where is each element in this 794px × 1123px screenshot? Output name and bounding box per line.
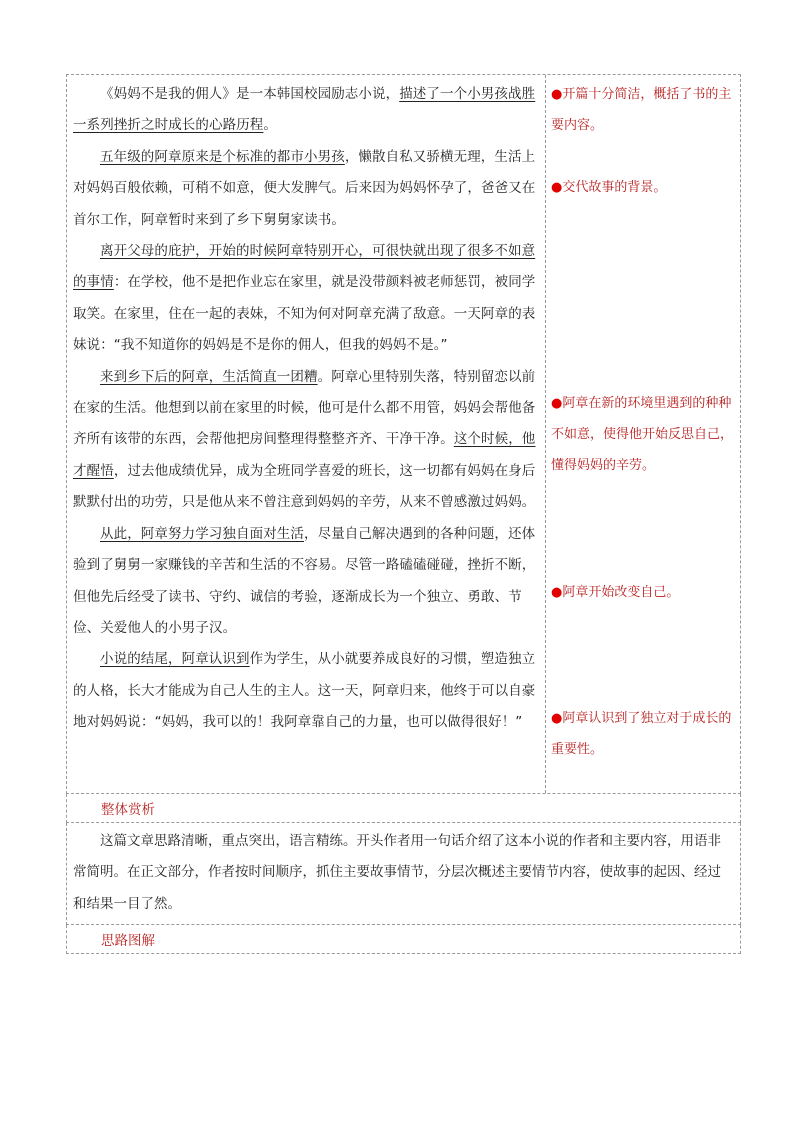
annotation-column	[546, 75, 740, 793]
annotation-note-1	[551, 79, 737, 141]
paragraph-1	[73, 79, 539, 142]
text-segment: 作为学生，从小就要养成良好的习惯，塑造独立的人格，长大才能成为自己人生的主人。这一天，阿章归来，他终于可以自豪地对妈妈说：“妈妈，我可以的！我阿章靠自己的力量，也可以做得很好！”	[73, 651, 536, 731]
paragraph-2	[73, 142, 539, 236]
text-segment: 。阿章心里特别失落，特别留恋以前在家的生活。他想到以前在家里的时候，他可是什么都不用管，妈妈会帮他备齐所有该带的东西，会帮他把房间整理得整整齐齐、干净干净。	[73, 368, 536, 448]
overall-analysis-text: 这篇文章思路清晰，重点突出，语言精练。开头作者用一句话介绍了这本小说的作者和主要内容，用语非常简明。在正文部分，作者按时间顺序，抓住主要故事情节，分层次概述主要情节内容，使故事的起因、经过和结果一目了然。	[73, 833, 721, 912]
text-segment: ，懒散自私又骄横无理，生活上对妈妈百般依赖，可稍不如意，便大发脾气。后来因为妈妈怀孕了，爸爸又在首尔工作，阿章暂时来到了乡下舅舅家读书。	[73, 148, 536, 228]
underlined-phrase: 来到乡下后的阿章，生活简直一团糟	[100, 368, 318, 385]
annotation-note-4	[551, 577, 737, 608]
text-segment: ，过去他成绩优异，成为全班同学喜爱的班长，这一切都有妈妈在身后默默付出的功劳，只是他从来不曾注意到妈妈的辛劳，从来不曾感激过妈妈。	[73, 462, 536, 511]
text-segment: ：在学校，他不是把作业忘在家里，就是没带颜料被老师惩罚，被同学取笑。在家里，住在一起的表妹，不知为何对阿章充满了敌意。一天阿章的表妹说：“我不知道你的妈妈是不是你的佣人，但我的妈妈不是。”	[73, 274, 536, 354]
annotated-text-row	[66, 74, 741, 794]
annotation-note-3	[551, 388, 737, 481]
story-text-column	[67, 75, 546, 793]
underlined-phrase: 这个时候，他才醒悟	[73, 431, 536, 479]
bullet-icon: ●	[551, 87, 563, 102]
text-segment: ，尽量自己解决遇到的各种问题，还体验到了舅舅一家赚钱的辛苦和生活的不容易。尽管一路磕磕碰碰，挫折不断，但他先后经受了读书、守约、诚信的考验，逐渐成长为一个独立、勇敢、节俭、关爱他人的小男子汉。	[73, 525, 536, 636]
paragraph-3	[73, 236, 539, 362]
mindmap-heading-row	[66, 925, 741, 954]
underlined-phrase: 从此，阿章努力学习独自面对生活	[100, 525, 304, 542]
paragraph-4	[73, 362, 539, 519]
mindmap-heading: 思路图解	[101, 933, 155, 950]
underlined-phrase: 描述了一个小男孩战胜一系列挫折之时成长的心路历程	[73, 86, 536, 134]
text-segment: 《妈妈不是我的佣人》是一本韩国校园励志小说，	[100, 86, 400, 102]
bullet-icon: ●	[551, 711, 563, 726]
underlined-phrase: 离开父母的庇护，开始的时候阿章特别开心，可很快就出现了很多不如意的事情	[73, 243, 536, 291]
annotation-text: 交代故事的背景。	[562, 180, 667, 195]
overall-analysis-row	[66, 823, 741, 925]
annotation-text: 阿章在新的环境里遇到的种种不如意，使得他开始反思自己，懂得妈妈的辛劳。	[551, 396, 734, 473]
paragraph-6	[73, 644, 539, 738]
annotation-text: 阿章开始改变自己。	[562, 585, 680, 600]
overall-heading-row	[66, 794, 741, 823]
bullet-icon: ●	[551, 180, 563, 195]
worksheet	[66, 74, 741, 954]
text-segment: 。	[263, 117, 278, 134]
underlined-phrase: 五年级的阿章原来是个标准的都市小男孩	[100, 148, 345, 165]
bullet-icon: ●	[551, 396, 563, 411]
annotation-note-5	[551, 703, 737, 765]
paragraph-5	[73, 519, 539, 645]
annotation-note-2	[551, 172, 737, 203]
underlined-phrase: 小说的结尾，阿章认识到	[100, 651, 250, 668]
overall-analysis-heading: 整体赏析	[101, 802, 155, 818]
annotation-text: 开篇十分简洁，概括了书的主要内容。	[551, 87, 732, 133]
bullet-icon: ●	[551, 585, 563, 600]
annotation-text: 阿章认识到了独立对于成长的重要性。	[551, 711, 732, 757]
